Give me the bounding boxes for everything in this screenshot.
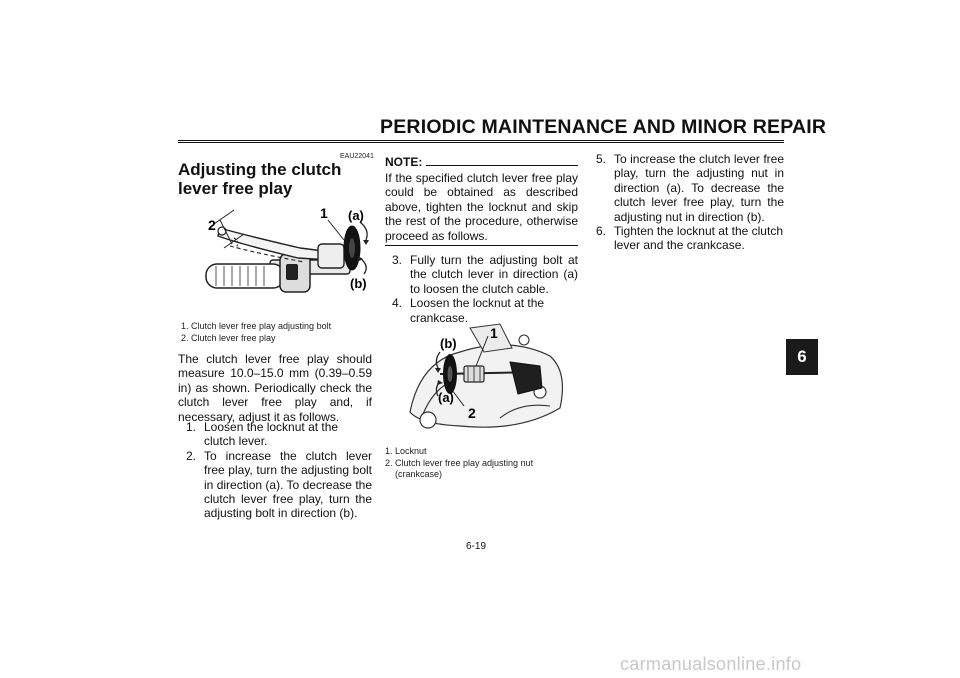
note-end-rule xyxy=(385,245,578,246)
caption-row: 2. Clutch lever free play adjusting nut (crankcase) xyxy=(385,457,534,479)
list-item: 1. Loosen the locknut at the clutch lever. xyxy=(186,420,339,449)
watermark: carmanualsonline.info xyxy=(620,654,802,674)
intro-paragraph: The clutch lever free play should measure 10.0–15.0 mm (0.39–0.59 in) as shown. Periodically check the clutch lever free play and, if necessary, adjust it as follows. xyxy=(178,352,372,424)
list-item: 4. Loosen the locknut at the crankcase. xyxy=(392,296,545,325)
section-title: Adjusting the clutch lever free play xyxy=(178,160,342,198)
chapter-tab: 6 xyxy=(786,339,818,375)
figure2-captions xyxy=(385,446,578,481)
caption-row: 1. Clutch lever free play adjusting bolt xyxy=(181,321,332,331)
list-item: 5. To increase the clutch lever free play, turn the adjusting nut in direction (a). To decrease the clutch lever free play, turn the adjusting nut in direction (b). xyxy=(596,152,784,224)
figure2-label-b: (b) xyxy=(440,336,457,351)
list-item: 2. To increase the clutch lever free play, turn the adjusting bolt in direction (a). To decrease the clutch lever free play, turn the adjusting bolt in direction (b). xyxy=(186,448,372,521)
page-number: 6-19 xyxy=(466,541,487,552)
figure-crankcase-adjuster xyxy=(400,322,570,438)
steps-column-3 xyxy=(596,152,784,253)
figure2-label-a: (a) xyxy=(438,390,454,405)
note-text: If the specified clutch lever free play could be obtained as described above, tighten the locknut and skip the rest of the procedure, otherwise proceed as follows. xyxy=(385,171,578,243)
steps-column-2 xyxy=(392,253,578,325)
header-rule xyxy=(178,140,784,143)
note-heading: NOTE: xyxy=(385,155,578,169)
list-item: 3. Fully turn the adjusting bolt at the clutch lever in direction (a) to loosen the clutch cable. xyxy=(392,253,578,296)
caption-row: 1. Locknut xyxy=(385,446,427,456)
figure1-label-1: 1 xyxy=(320,205,328,221)
caption-row: 2. Clutch lever free play xyxy=(181,332,276,343)
page-header-title: PERIODIC MAINTENANCE AND MINOR REPAIR xyxy=(380,116,827,138)
figure1-captions xyxy=(181,321,376,344)
section-code: EAU22041 xyxy=(340,153,374,160)
figure2-label-2: 2 xyxy=(468,405,476,421)
figure-clutch-lever xyxy=(200,200,378,312)
steps-column-1 xyxy=(186,420,372,521)
figure1-label-b: (b) xyxy=(350,276,367,291)
list-item: 6. Tighten the locknut at the clutch lever and the crankcase. xyxy=(596,224,783,253)
figure1-label-2: 2 xyxy=(208,217,216,233)
figure2-label-1: 1 xyxy=(490,325,498,341)
figure1-label-a: (a) xyxy=(348,208,364,223)
